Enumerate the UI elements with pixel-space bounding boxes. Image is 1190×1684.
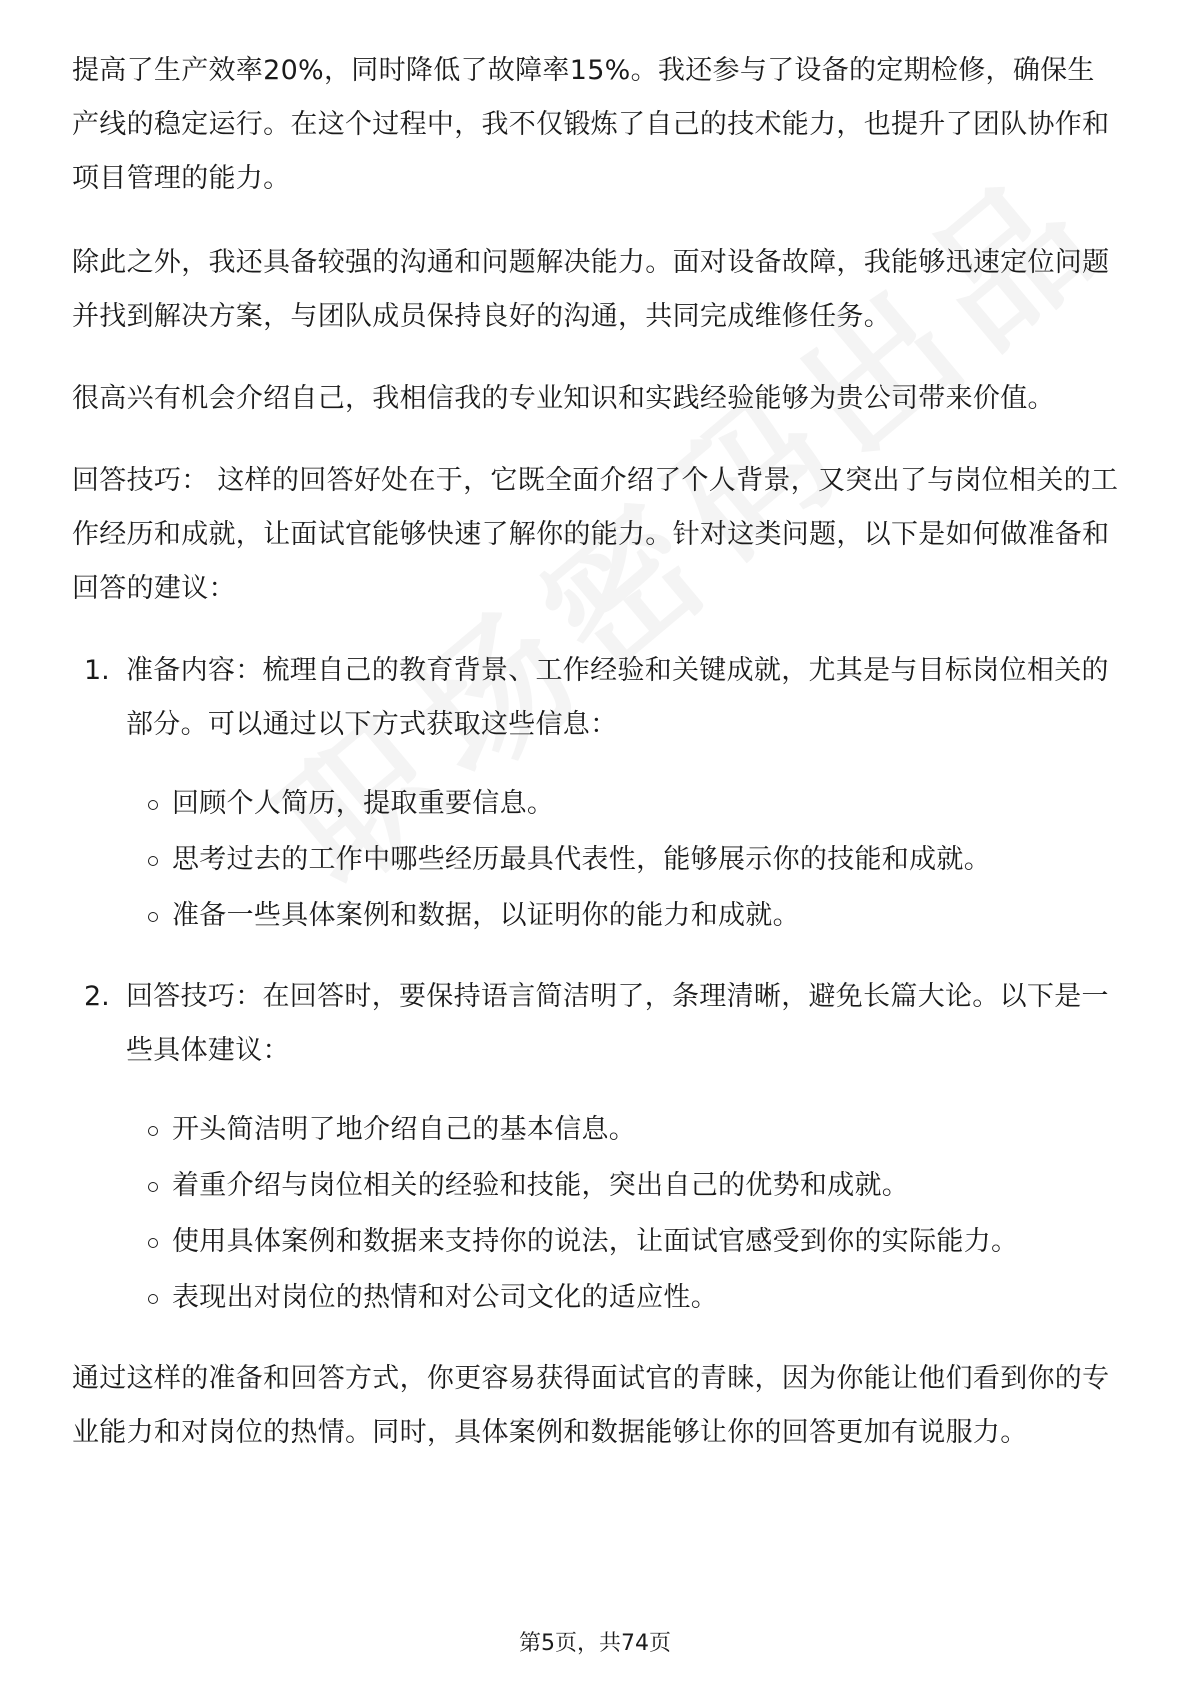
list-item-text: 回答技巧：在回答时，要保持语言简洁明了，条理清晰，避免长篇大论。以下是一些具体建议： xyxy=(126,981,1109,1066)
page-number-footer: 第5页，共74页 xyxy=(519,1631,671,1656)
paragraph-communication: 除此之外，我还具备较强的沟通和问题解决能力。面对设备故障，我能够迅速定位问题并找到解决方案，与团队成员保持良好的沟通，共同完成维修任务。 xyxy=(72,247,1110,332)
list-item-answer-tips xyxy=(72,970,1122,1326)
list-number: 1. xyxy=(84,655,110,686)
paragraph-achievements: 提高了生产效率20%，同时降低了故障率15%。我还参与了设备的定期检修，确保生产线的稳定运行。在这个过程中，我不仅锻炼了自己的技术能力，也提升了团队协作和项目管理的能力。 xyxy=(72,55,1110,194)
sub-list-item xyxy=(126,888,1122,944)
sub-list-item-text: 表现出对岗位的热情和对公司文化的适应性。 xyxy=(172,1282,718,1313)
sub-list-item-text: 回顾个人简历，提取重要信息。 xyxy=(172,788,555,819)
list-number: 2. xyxy=(84,981,110,1012)
sub-list-item-text: 着重介绍与岗位相关的经验和技能，突出自己的优势和成就。 xyxy=(172,1170,910,1201)
paragraph-answer-tips: 回答技巧： 这样的回答好处在于，它既全面介绍了个人背景，又突出了与岗位相关的工作经历和成就，让面试官能够快速了解你的能力。针对这类问题，以下是如何做准备和回答的建议： xyxy=(72,465,1119,604)
sub-list-item xyxy=(126,1214,1122,1270)
sub-list-item-text: 准备一些具体案例和数据，以证明你的能力和成就。 xyxy=(172,900,800,931)
sub-list-item xyxy=(126,1102,1122,1158)
circle-bullet-icon xyxy=(148,856,158,866)
circle-bullet-icon xyxy=(148,1182,158,1192)
document-page xyxy=(72,44,1122,1488)
sub-list xyxy=(126,1102,1122,1326)
sub-list-item xyxy=(126,832,1122,888)
sub-list-item xyxy=(126,1270,1122,1326)
sub-list-item-text: 开头简洁明了地介绍自己的基本信息。 xyxy=(172,1114,637,1145)
sub-list-item xyxy=(126,776,1122,832)
paragraph-conclusion: 通过这样的准备和回答方式，你更容易获得面试官的青睐，因为你能让他们看到你的专业能力和对岗位的热情。同时，具体案例和数据能够让你的回答更加有说服力。 xyxy=(72,1363,1110,1448)
sub-list-item xyxy=(126,1158,1122,1214)
sub-list xyxy=(126,776,1122,944)
advice-list xyxy=(72,644,1122,1326)
circle-bullet-icon xyxy=(148,912,158,922)
circle-bullet-icon xyxy=(148,800,158,810)
sub-list-item-text: 使用具体案例和数据来支持你的说法，让面试官感受到你的实际能力。 xyxy=(172,1226,1019,1257)
circle-bullet-icon xyxy=(148,1238,158,1248)
list-item-text: 准备内容：梳理自己的教育背景、工作经验和关键成就，尤其是与目标岗位相关的部分。可以通过以下方式获取这些信息： xyxy=(126,655,1109,740)
circle-bullet-icon xyxy=(148,1294,158,1304)
circle-bullet-icon xyxy=(148,1126,158,1136)
paragraph-closing-statement: 很高兴有机会介绍自己，我相信我的专业知识和实践经验能够为贵公司带来价值。 xyxy=(72,383,1055,414)
sub-list-item-text: 思考过去的工作中哪些经历最具代表性，能够展示你的技能和成就。 xyxy=(172,844,991,875)
list-item-prepare-content xyxy=(72,644,1122,944)
